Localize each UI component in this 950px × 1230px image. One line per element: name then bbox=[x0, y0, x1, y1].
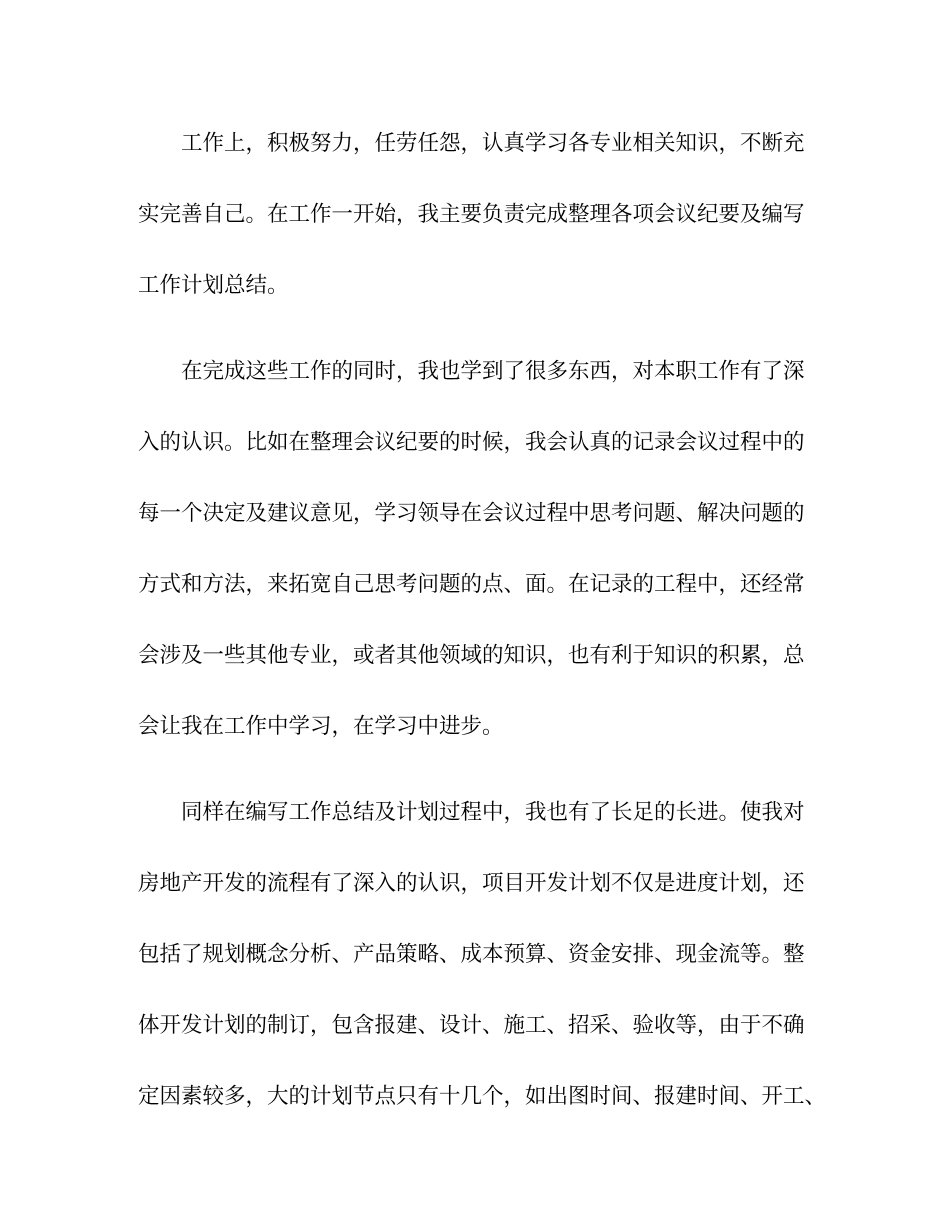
paragraph-3-line-1: 同样在编写工作总结及计划过程中，我也有了长足的长进。使我对 bbox=[181, 800, 805, 825]
paragraph-3-line-4: 体开发计划的制订，包含报建、设计、施工、招采、验收等，由于不确 bbox=[138, 1013, 805, 1038]
paragraph-3-line-2: 房地产开发的流程有了深入的认识，项目开发计划不仅是进度计划，还 bbox=[138, 871, 805, 896]
paragraph-2-line-5: 会涉及一些其他专业，或者其他领域的知识，也有利于知识的积累，总 bbox=[138, 643, 805, 668]
paragraph-1-line-1: 工作上，积极努力，任劳任怨，认真学习各专业相关知识，不断充 bbox=[181, 131, 805, 156]
paragraph-1-line-3: 工作计划总结。 bbox=[138, 273, 289, 298]
document-body bbox=[138, 122, 828, 1146]
paragraph-2-line-3: 每一个决定及建议意见，学习领导在会议过程中思考问题、解决问题的 bbox=[138, 501, 805, 526]
paragraph-1-line-2: 实完善自己。在工作一开始，我主要负责完成整理各项会议纪要及编写 bbox=[138, 202, 805, 227]
paragraph-2-line-1: 在完成这些工作的同时，我也学到了很多东西，对本职工作有了深 bbox=[181, 359, 805, 384]
paragraph-2-line-2: 入的认识。比如在整理会议纪要的时候，我会认真的记录会议过程中的 bbox=[138, 430, 805, 455]
paragraph-3-line-5: 定因素较多，大的计划节点只有十几个，如出图时间、报建时间、开工、 bbox=[138, 1084, 827, 1109]
paragraph-3-line-3: 包括了规划概念分析、产品策略、成本预算、资金安排、现金流等。整 bbox=[138, 942, 805, 967]
paragraph-2-line-6: 会让我在工作中学习，在学习中进步。 bbox=[138, 714, 504, 739]
paragraph-2-line-4: 方式和方法，来拓宽自己思考问题的点、面。在记录的工程中，还经常 bbox=[138, 572, 805, 597]
